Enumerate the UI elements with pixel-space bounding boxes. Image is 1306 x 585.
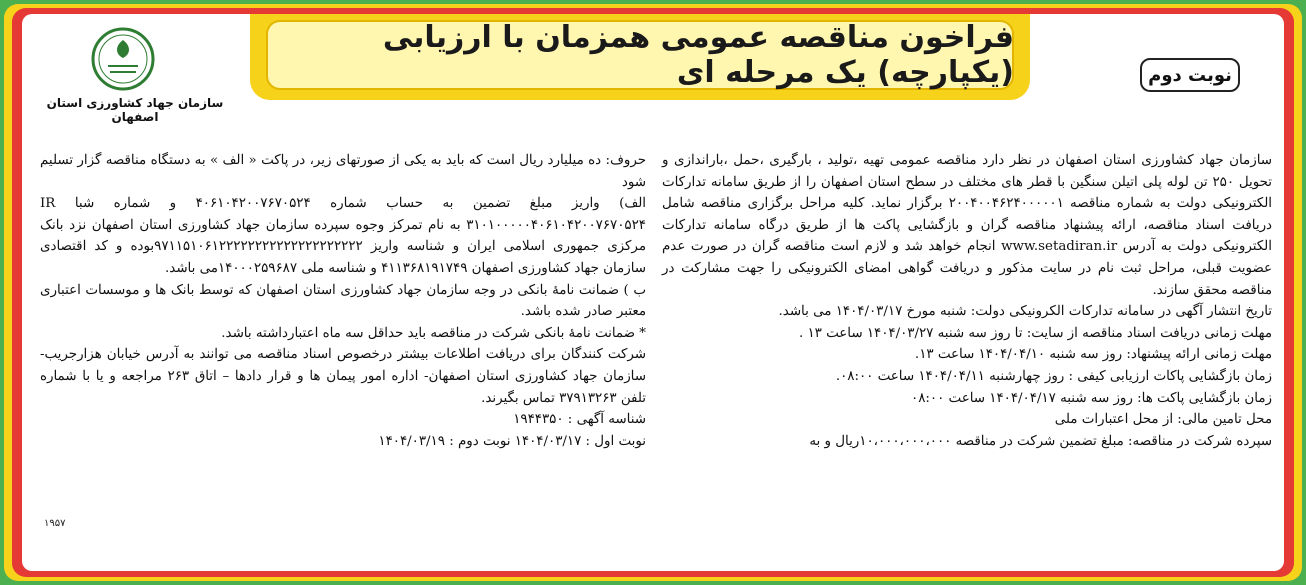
- page-number: ۱۹۵۷: [44, 518, 66, 529]
- publish-date: تاریخ انتشار آگهی در سامانه تدارکات الکرونیکی دولت: شنبه مورخ ۱۴۰۴/۰۳/۱۷ می باشد.: [778, 304, 1272, 320]
- payment-option-a: الف) واریز مبلغ تضمین به حساب شماره ۴۰۶۱۰۴۲۰۰۷۶۷۰۵۲۴ و شماره شبا IR ۳۱۰۱۰۰۰۰۰۴۰۶۱۰۴۲۰۰۷۶۷۰۵۲۴ به نام تمرکز وجوه سپرده سازمان جهاد کشاورزی استان اصفهان نزد بانک مرکزی جمهوری اسلامی ایران و شناسه واریز ۹۷۱۱۵۱۰۶۱۲۲۲۲۲۲۲۲۲۲۲۲۲۲۲۲۲۲۲۲بوده و کد اقتصادی سازمان جهاد کشاورزی اصفهان ۴۱۱۳۶۸۱۹۱۷۴۹ و شناسه ملی ۱۴۰۰۰۲۵۹۶۸۷می باشد.: [40, 196, 646, 276]
- quality-opening: زمان بازگشایی پاکات ارزیابی کیفی : روز چهارشنبه ۱۴۰۴/۰۴/۱۱ ساعت ۰۸:۰۰.: [835, 368, 1272, 384]
- guarantee-validity: * ضمانت نامهٔ بانکی شرکت در مناقصه باید حداقل سه ماه اعتبارداشته باشد.: [221, 325, 646, 341]
- organization-name: سازمان جهاد کشاورزی استان اصفهان: [46, 96, 224, 124]
- payment-option-b: ب ) ضمانت نامهٔ بانکی در وجه سازمان جهاد کشاورزی استان اصفهان که توسط بانک ها و موسسات اعتباری معتبر صادر شده باشد.: [40, 282, 646, 320]
- notice-body-left: [40, 150, 646, 545]
- round-badge: نوبت دوم: [1140, 58, 1240, 92]
- ad-id: شناسه آگهی : ۱۹۴۴۳۵۰: [513, 412, 646, 428]
- document-deadline: مهلت زمانی دریافت اسناد مناقصه از سایت: تا روز سه شنبه ۱۴۰۴/۰۳/۲۷ ساعت ۱۳ .: [798, 325, 1272, 341]
- notice-title: فراخون مناقصه عمومی همزمان با ارزیابی (یکپارچه) یک مرحله ای: [382, 20, 1014, 90]
- contact-info: شرکت کنندگان برای دریافت اطلاعات بیشتر درخصوص اسناد مناقصه می توانند به آدرس خیابان هزارجریب- سازمان جهاد کشاورزی استان اصفهان- اداره امور پیمان ها و قرار دادها – اتاق ۲۶۳ مراجعه و یا با شماره تلفن ۳۷۹۱۳۲۶۳ تماس بگیرند.: [40, 347, 646, 406]
- website-link[interactable]: www.setadiran.ir: [1001, 239, 1118, 255]
- deposit-amount: سپرده شرکت در مناقصه: مبلغ تضمین شرکت در مناقصه ۱۰،۰۰۰،۰۰۰،۰۰۰ریال و به: [809, 433, 1272, 449]
- proposal-deadline: مهلت زمانی ارائه پیشنهاد: روز سه شنبه ۱۴۰۴/۰۴/۱۰ ساعت ۱۳.: [914, 347, 1272, 363]
- jahad-logo-icon: [90, 26, 156, 92]
- deposit-words: حروف: ده میلیارد ریال است که باید به یکی از صورتهای زیر، در پاکت « الف » به دستگاه مناقصه گزار تسلیم شود: [40, 153, 646, 190]
- intro-paragraph: سازمان جهاد کشاورزی استان اصفهان در نظر دارد مناقصه عمومی تهیه ،تولید ، بارگیری ،حمل ،باراندازی و تحویل ۲۵۰ تن لوله پلی اتیلن سنگین با قطر های مختلف در سطح استان اصفهان را از طریق سامانه تدارکات الکترونیکی دولت به شماره مناقصه ۲۰۰۴۰۰۴۶۲۴۰۰۰۰۰۱ برگزار نماید. کلیه مراحل برگزاری مناقصه شامل دریافت اسناد مناقصه، ارائه پیشنهاد مناقصه گران و بازگشایی پاکت ها از طریق درگاه سامانه تدارکات الکترونیکی دولت به آدرس www.setadiran.ir انجام خواهد شد و لازم است مناقصه گران در صورت عدم عضویت قبلی، مراحل ثبت نام در سایت مذکور و دریافت گواهی امضای الکترونیکی را جهت مشارکت در مناقصه محقق سازند.: [662, 153, 1273, 298]
- funding-source: محل تامین مالی: از محل اعتبارات ملی: [1054, 412, 1272, 428]
- notice-body-right: [662, 150, 1272, 545]
- publication-dates: نوبت اول : ۱۴۰۴/۰۳/۱۷ نوبت دوم : ۱۴۰۴/۰۳/۱۹: [378, 433, 646, 449]
- envelope-opening: زمان بازگشایی پاکت ها: روز سه شنبه ۱۴۰۴/۰۴/۱۷ ساعت ۰۸:۰۰: [911, 390, 1272, 406]
